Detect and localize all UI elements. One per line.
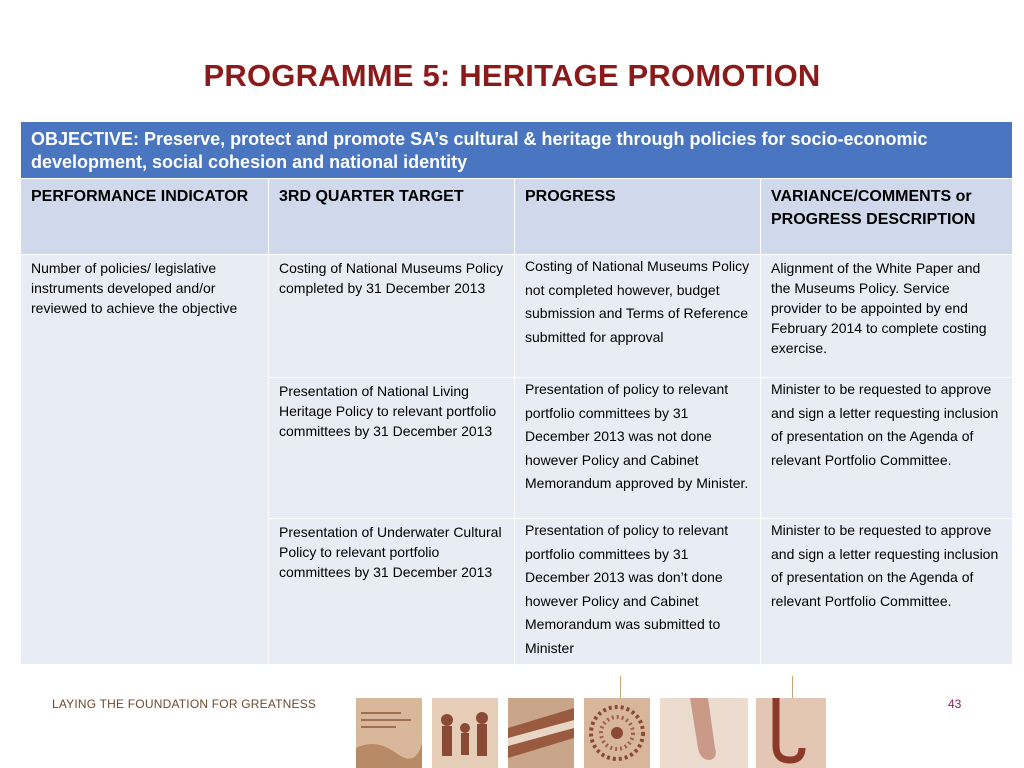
- photo-family: [432, 698, 498, 768]
- progress-cell: Presentation of policy to relevant portfolio committees by 31 December 2013 was don’t done however Policy and Cabinet Memorandum was submitted to Minister: [515, 519, 761, 665]
- photo-beadwork: [584, 698, 650, 768]
- header-variance: VARIANCE/COMMENTS or PROGRESS DESCRIPTION: [761, 179, 1013, 255]
- progress-cell: Presentation of policy to relevant portfolio committees by 31 December 2013 was not done however Policy and Cabinet Memorandum approved by Minister.: [515, 378, 761, 519]
- variance-cell: Minister to be requested to approve and sign a letter requesting inclusion of presentation on the Agenda of relevant Portfolio Committee.: [761, 519, 1013, 665]
- variance-cell: Alignment of the White Paper and the Museums Policy. Service provider to be appointed by end February 2014 to complete costing exercise.: [761, 255, 1013, 378]
- performance-indicator-cell: Number of policies/ legislative instruments developed and/or reviewed to achieve the objective: [21, 255, 269, 665]
- page-number: 43: [948, 697, 962, 711]
- photo-handwriting: [356, 698, 422, 768]
- variance-cell: Minister to be requested to approve and sign a letter requesting inclusion of presentation on the Agenda of relevant Portfolio Committee.: [761, 378, 1013, 519]
- header-progress: PROGRESS: [515, 179, 761, 255]
- target-cell: Costing of National Museums Policy completed by 31 December 2013: [269, 255, 515, 378]
- slide-title: PROGRAMME 5: HERITAGE PROMOTION: [203, 58, 821, 93]
- photo-saxophone: [756, 698, 826, 768]
- progress-table: [20, 121, 1013, 665]
- footer-tagline: LAYING THE FOUNDATION FOR GREATNESS: [52, 697, 317, 711]
- target-cell: Presentation of National Living Heritage Policy to relevant portfolio committees by 31 December 2013: [269, 378, 515, 519]
- header-quarter-target: 3RD QUARTER TARGET: [269, 179, 515, 255]
- objective-banner: OBJECTIVE: Preserve, protect and promote SA’s cultural & heritage through policies for socio-economic development, social cohesion and national identity: [21, 122, 1013, 179]
- target-cell: Presentation of Underwater Cultural Policy to relevant portfolio committees by 31 December 2013: [269, 519, 515, 665]
- header-performance-indicator: PERFORMANCE INDICATOR: [21, 179, 269, 255]
- progress-cell: Costing of National Museums Policy not completed however, budget submission and Terms of Reference submitted for approval: [515, 255, 761, 378]
- photo-flag-sculpture: [508, 698, 574, 768]
- photo-ballet-shoe: [660, 698, 748, 768]
